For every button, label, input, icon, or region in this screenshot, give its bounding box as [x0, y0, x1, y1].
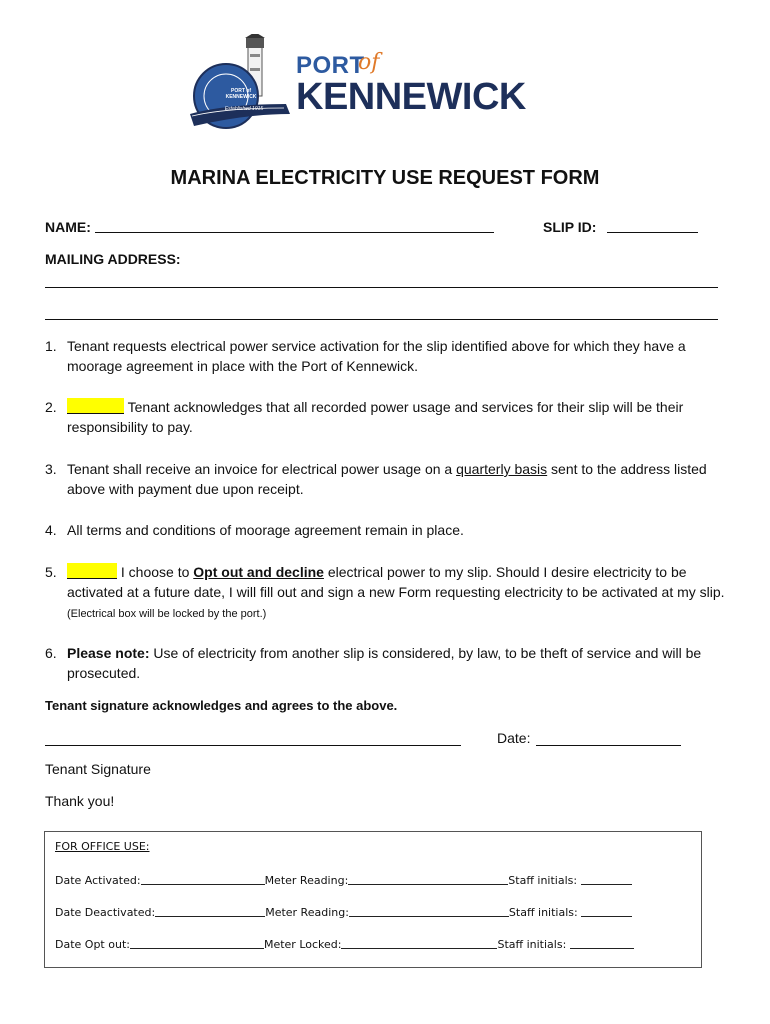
initials-field[interactable]: [67, 398, 124, 414]
name-field[interactable]: [95, 232, 494, 233]
slip-id-field[interactable]: [607, 232, 698, 233]
list-item: 6. Please note: Use of electricity from another slip is considered, by law, to be theft of service and will be prosecuted.: [45, 645, 702, 681]
slip-id-label: SLIP ID:: [543, 219, 597, 235]
list-item: 1. Tenant requests electrical power service activation for the slip identified above for which they have a moorage agreement in place with the Port of Kennewick.: [45, 338, 686, 374]
date-label: Date:: [497, 730, 531, 746]
tenant-signature-label: Tenant Signature: [45, 761, 151, 777]
logo-of-text: of: [358, 50, 380, 75]
office-use-box: [44, 831, 702, 968]
signature-acknowledgement: Tenant signature acknowledges and agrees to the above.: [45, 698, 398, 713]
mailing-address-line-1[interactable]: [45, 287, 718, 288]
meter-reading-deactivated-field[interactable]: [349, 905, 509, 917]
list-item: 5. I choose to Opt out and decline electrical power to my slip. Should I desire electricity to be activated at a future date, I will fill out and sign a new Form requesting electricity to be activated at my slip. (Electrical box will be locked by the port.): [45, 564, 725, 620]
date-opt-out-field[interactable]: [130, 937, 264, 949]
staff-initials-opt-out-field[interactable]: [570, 937, 634, 949]
logo-kennewick-text: KENNEWICK: [296, 76, 526, 118]
meter-locked-field[interactable]: [341, 937, 497, 949]
meter-reading-activated-field[interactable]: [348, 873, 508, 885]
office-row-opt-out: Date Opt out: Meter Locked: Staff initials:: [55, 937, 634, 951]
mailing-address-label: MAILING ADDRESS:: [45, 251, 181, 267]
staff-initials-activated-field[interactable]: [581, 873, 632, 885]
name-label: NAME:: [45, 219, 91, 235]
office-row-activated: Date Activated: Meter Reading: Staff initials:: [55, 873, 632, 887]
lighthouse-seal-icon: [186, 34, 296, 134]
seal-year: Established 1915: [224, 106, 264, 112]
thank-you-text: Thank you!: [45, 793, 115, 809]
mailing-address-line-2[interactable]: [45, 319, 718, 320]
logo-port-text: PORT: [296, 52, 365, 79]
opt-out-initials-field[interactable]: [67, 563, 117, 579]
date-activated-field[interactable]: [141, 873, 265, 885]
staff-initials-deactivated-field[interactable]: [581, 905, 632, 917]
list-item: 4. All terms and conditions of moorage agreement remain in place.: [45, 522, 464, 538]
date-deactivated-field[interactable]: [155, 905, 265, 917]
form-title: MARINA ELECTRICITY USE REQUEST FORM: [170, 167, 600, 189]
office-row-deactivated: Date Deactivated: Meter Reading: Staff initials:: [55, 905, 632, 919]
tenant-signature-field[interactable]: [45, 745, 461, 746]
port-logo: [186, 34, 296, 134]
office-use-heading: FOR OFFICE USE:: [55, 840, 150, 853]
seal-text: PORT of KENNEWICK: [225, 88, 257, 100]
list-item: 2. Tenant acknowledges that all recorded power usage and services for their slip will be their responsibility to pay.: [45, 399, 684, 435]
list-item: 3. Tenant shall receive an invoice for electrical power usage on a quarterly basis sent to the address listed above with payment due upon receipt.: [45, 461, 707, 497]
date-field[interactable]: [536, 745, 681, 746]
